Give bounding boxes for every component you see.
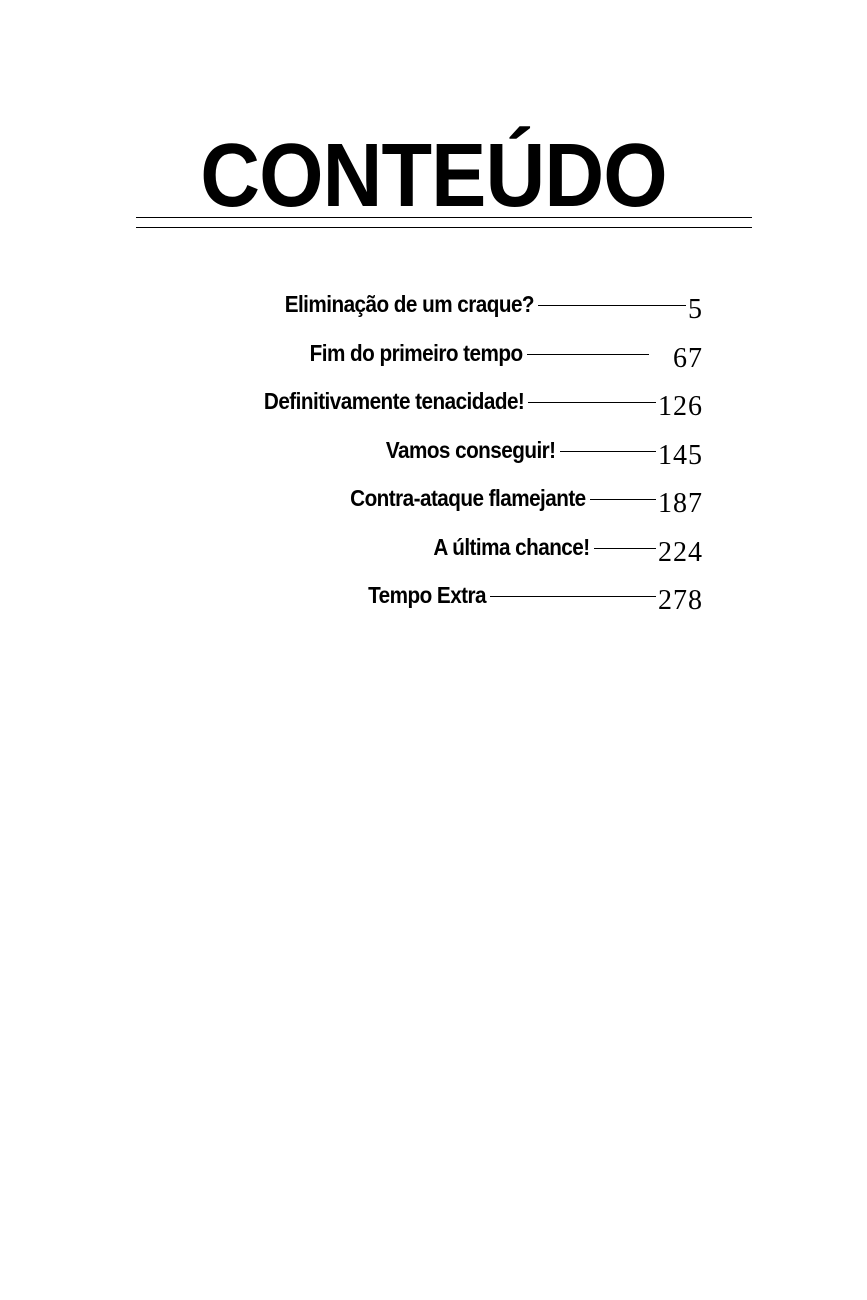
toc-leader-line bbox=[490, 596, 656, 597]
toc-entry-title: Fim do primeiro tempo bbox=[310, 339, 523, 366]
toc-entry-page: 224 bbox=[658, 536, 703, 568]
toc-entry bbox=[0, 288, 867, 337]
title-underline-bottom bbox=[136, 227, 752, 228]
toc-entry-page: 278 bbox=[658, 585, 703, 616]
toc-entry-page: 5 bbox=[688, 294, 703, 325]
toc-entry-title: Definitivamente tenacidade! bbox=[263, 388, 524, 414]
toc-leader-line bbox=[594, 548, 656, 549]
toc-entry-page: 67 bbox=[673, 342, 703, 374]
toc-entry bbox=[0, 385, 867, 434]
toc-entry-title: A última chance! bbox=[433, 533, 590, 560]
toc-entry bbox=[0, 337, 867, 386]
page-title: CONTEÚDO bbox=[200, 126, 667, 226]
toc-leader-line bbox=[538, 305, 686, 306]
toc-entry-title: Contra-ataque flamejante bbox=[350, 485, 586, 511]
toc-leader-line bbox=[590, 499, 656, 500]
toc-entry bbox=[0, 531, 867, 580]
toc-entry-title: Vamos conseguir! bbox=[386, 436, 556, 463]
table-of-contents bbox=[0, 288, 867, 628]
toc-leader-line bbox=[527, 354, 649, 355]
toc-entry-page: 145 bbox=[658, 439, 703, 471]
toc-entry-title: Tempo Extra bbox=[368, 582, 486, 608]
toc-entry bbox=[0, 434, 867, 483]
toc-leader-line bbox=[560, 451, 656, 452]
toc-entry-title: Eliminação de um craque? bbox=[284, 291, 534, 317]
toc-entry-page: 126 bbox=[658, 391, 703, 422]
toc-entry bbox=[0, 482, 867, 531]
toc-entry-page: 187 bbox=[658, 488, 703, 519]
title-underline-top bbox=[136, 217, 752, 218]
toc-entry bbox=[0, 579, 867, 628]
toc-leader-line bbox=[528, 402, 656, 403]
